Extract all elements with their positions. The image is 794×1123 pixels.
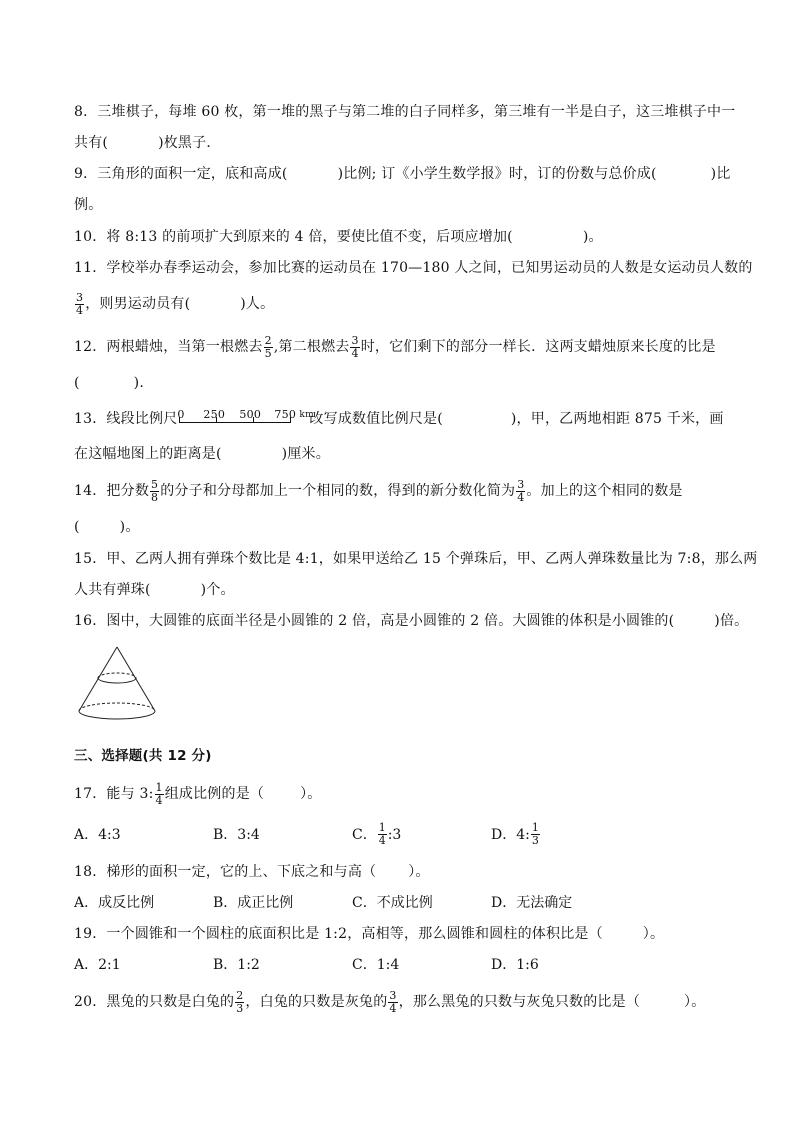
q16-text-b: )倍。 xyxy=(714,613,749,629)
q17-options xyxy=(74,822,630,847)
q13-text-a: 13．线段比例尺 xyxy=(74,411,178,427)
scale-label-0: 0 xyxy=(177,408,185,421)
q8-text-b: )枚黑子． xyxy=(158,135,221,151)
q18-text-b: ）。 xyxy=(408,864,430,880)
scale-line xyxy=(179,422,291,423)
scale-unit: km xyxy=(299,410,314,420)
q18-option-b[interactable]: B．成正比例 xyxy=(213,895,294,911)
q14-text-b: 的分子和分母都加上一个相同的数，得到的新分数化简为 xyxy=(160,483,516,499)
q11-text-a: ，则男运动员有( xyxy=(85,296,191,312)
q14-text-d: ( xyxy=(74,519,80,535)
scale-label-250: 250 xyxy=(203,408,226,421)
q17-text-c: ）。 xyxy=(300,786,322,802)
q17-option-d[interactable]: D．4: $\frac{1}{3}$ xyxy=(491,821,539,847)
question-11-line-2 xyxy=(74,290,274,318)
q18-text-a: 18．梯形的面积一定，它的上、下底之和与高（ xyxy=(74,864,377,880)
question-11-line-1: 11．学校举办春季运动会，参加比赛的运动员在 170—180 人之间，已知男运动员的人数是女运动员人数的 xyxy=(74,260,753,276)
question-10 xyxy=(74,227,603,247)
q20-text-b: ，白兔的只数是灰兔的 xyxy=(245,994,388,1010)
question-14-line-2 xyxy=(74,517,140,537)
q12-fraction-2: $\frac{3}{4}$ xyxy=(351,333,359,360)
scale-label-500: 500 xyxy=(239,408,262,421)
q20-fraction-1: $\frac{2}{3}$ xyxy=(236,988,244,1015)
question-15-line-2 xyxy=(74,580,235,600)
cone-figure xyxy=(76,645,158,721)
q17-option-b[interactable]: B．3:4 xyxy=(213,826,260,843)
line-scale-bar xyxy=(177,408,314,430)
q17-text-b: 组成比例的是（ xyxy=(164,786,265,802)
question-17 xyxy=(74,780,322,808)
q18-option-d[interactable]: D．无法确定 xyxy=(491,895,573,911)
question-16 xyxy=(74,611,748,631)
question-12-line-1 xyxy=(74,333,716,361)
scale-tick xyxy=(253,417,254,422)
section-3-heading: 三、选择题(共 12 分) xyxy=(74,748,212,764)
large-cone-base-front xyxy=(79,711,155,719)
q9-text-b: )比例; 订《小学生数学报》时，订的份数与总价成( xyxy=(337,166,657,182)
q17-text-a: 17．能与 3: xyxy=(74,786,154,802)
scale-tick xyxy=(216,417,217,422)
q17-option-c[interactable]: C． $\frac{1}{4}$ :3 xyxy=(352,821,402,847)
q10-text-a: 10．将 8:13 的前项扩大到原来的 4 倍，要使比值不变，后项应增加( xyxy=(74,229,513,245)
q19-text-a: 19．一个圆锥和一个圆柱的底面积比是 1:2，高相等，那么圆锥和圆柱的体积比是（ xyxy=(74,926,603,942)
question-8-line-1: 8．三堆棋子，每堆 60 枚，第一堆的黑子与第二堆的白子同样多，第三堆有一半是白子，这三堆棋子中一 xyxy=(74,104,736,120)
q13-text-b: 改写成数值比例尺是( xyxy=(309,411,443,427)
scale-label-750: 750 xyxy=(274,408,297,421)
q14-text-a: 14．把分数 xyxy=(74,483,150,499)
scale-tick xyxy=(290,417,291,422)
q13-text-e: )厘米。 xyxy=(281,446,330,462)
q13-text-c: )，甲，乙两地相距 875 千米，画 xyxy=(510,411,724,427)
scale-tick xyxy=(179,417,180,422)
q12-text-a: 12．两根蜡烛，当第一根燃去 xyxy=(74,339,263,355)
q12-fraction-1: $\frac{2}{5}$ xyxy=(264,333,272,360)
question-15-line-1: 15．甲、乙两人拥有弹珠个数比是 4:1，如果甲送给乙 15 个弹珠后，甲、乙两人弹珠数量比为 7:8，那么两 xyxy=(74,551,758,567)
q18-options xyxy=(74,893,630,913)
q18-option-a[interactable]: A．成反比例 xyxy=(74,895,155,911)
question-13-line-2 xyxy=(74,444,330,464)
question-8-line-2 xyxy=(74,133,221,153)
q11-text-b: )人。 xyxy=(240,296,275,312)
q17-fraction: $\frac{1}{4}$ xyxy=(155,780,163,807)
question-18 xyxy=(74,862,430,882)
q12-text-c: 时，它们剩下的部分一样长．这两支蜡烛原来长度的比是 xyxy=(360,339,716,355)
q14-fraction-1: $\frac{5}{8}$ xyxy=(151,477,159,504)
question-19 xyxy=(74,924,664,944)
q9-text-a: 9．三角形的面积一定，底和高成( xyxy=(74,166,288,182)
q13-text-d: 在这幅地图上的距离是( xyxy=(74,446,222,462)
q16-text-a: 16．图中，大圆锥的底面半径是小圆锥的 2 倍，高是小圆锥的 2 倍。大圆锥的体积是小圆锥的( xyxy=(74,613,675,629)
q14-fraction-2: $\frac{3}{4}$ xyxy=(517,477,525,504)
question-12-line-2 xyxy=(74,373,144,393)
q19-options xyxy=(74,955,630,975)
q8-text-a: 共有( xyxy=(74,135,109,151)
large-cone-base-back xyxy=(79,703,155,711)
q17-option-a[interactable]: A．4:3 xyxy=(74,826,121,843)
q15-text-a: 人共有弹珠( xyxy=(74,582,151,598)
q14-text-c: 。加上的这个相同的数是 xyxy=(526,483,683,499)
q20-fraction-2: $\frac{3}{4}$ xyxy=(389,988,397,1015)
q12-text-e: ). xyxy=(133,375,144,391)
question-20 xyxy=(74,988,705,1016)
q19-option-c[interactable]: C．1:4 xyxy=(352,957,400,973)
q10-text-b: )。 xyxy=(582,229,603,245)
question-9-line-1 xyxy=(74,164,731,184)
q20-text-c: ，那么黑兔的只数与灰兔只数的比是（ xyxy=(398,994,641,1010)
q11-fraction: $\frac{3}{4}$ xyxy=(76,290,84,317)
q19-option-b[interactable]: B．1:2 xyxy=(213,957,260,973)
q19-option-d[interactable]: D．1:6 xyxy=(491,957,539,973)
q9-text-c: )比 xyxy=(710,166,731,182)
small-cone-base-back xyxy=(98,673,136,678)
q15-text-b: )个。 xyxy=(200,582,235,598)
question-14-line-1 xyxy=(74,477,683,505)
q20-text-a: 20．黑兔的只数是白兔的 xyxy=(74,994,235,1010)
q20-text-d: ）。 xyxy=(684,994,706,1010)
question-9-line-2: 例。 xyxy=(74,197,103,213)
q14-text-e: )。 xyxy=(119,519,140,535)
q19-option-a[interactable]: A．2:1 xyxy=(74,957,121,973)
question-13-line-1 xyxy=(74,408,724,430)
q12-text-b: ,第二根燃去 xyxy=(273,339,350,355)
q12-text-d: ( xyxy=(74,375,80,391)
small-cone-base-front xyxy=(98,678,136,683)
q19-text-b: ）。 xyxy=(642,926,665,942)
q18-option-c[interactable]: C．不成比例 xyxy=(352,895,433,911)
